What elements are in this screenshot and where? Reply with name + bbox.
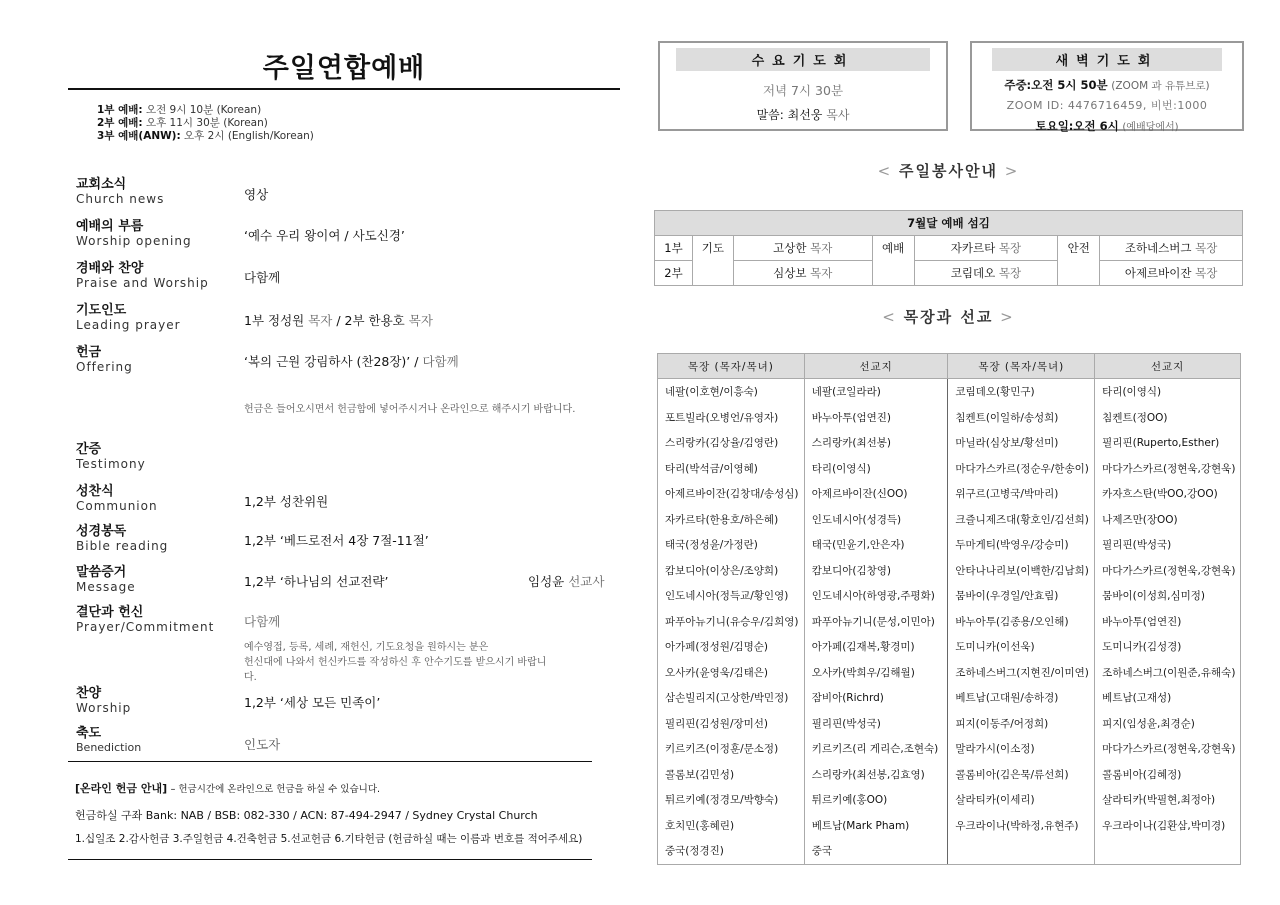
mission-cell: 피지(임성윤,최경순)	[1095, 711, 1241, 737]
mission-cell: 조하네스버그(지현진/이미연)	[948, 660, 1095, 686]
mission-cell: 파푸아뉴기니(유승우/김희영)	[658, 609, 805, 635]
mission-cell: 아가페(김재복,황경미)	[804, 634, 948, 660]
mission-cell: 잠비아(Richrd)	[804, 685, 948, 711]
mission-row	[658, 558, 1241, 584]
online-top-rule	[68, 761, 592, 762]
mission-cell: 필리핀(박성국)	[1095, 532, 1241, 558]
service-2: 2부 예배: 오후 11시 30분 (Korean)	[97, 117, 268, 129]
mission-cell: 마다가스카르(정현욱,강현욱)	[1095, 558, 1241, 584]
mission-row	[658, 507, 1241, 533]
order-dedication: 결단과 헌신 Prayer/Commitment	[76, 605, 215, 634]
mission-cell: 나제즈만(장OO)	[1095, 507, 1241, 533]
mission-row	[658, 736, 1241, 762]
mission-row	[658, 583, 1241, 609]
mission-cell	[1095, 838, 1241, 864]
mission-header: 목장 (목자/목녀)	[948, 354, 1095, 379]
dawn-zoom: ZOOM ID: 4476716459, 비번:1000	[1006, 99, 1208, 112]
wednesday-title: 수요기도회	[676, 48, 930, 71]
bank-account: 헌금하실 구좌 Bank: NAB / BSB: 082-330 / ACN: 87-494-2947 / Sydney Crystal Church	[75, 809, 538, 822]
mission-cell: 삼손빌리지(고상한/박민정)	[658, 685, 805, 711]
mission-heading: < 목장과 선교 >	[882, 308, 1015, 326]
mission-row	[658, 762, 1241, 788]
volunteer-heading: < 주일봉사안내 >	[877, 162, 1020, 180]
order-testimony: 간증 Testimony	[76, 442, 146, 471]
mission-cell: 우크라이나(김환삼,박미경)	[1095, 813, 1241, 839]
mission-cell: 마다가스카르(정현욱,강현욱)	[1095, 736, 1241, 762]
mission-row	[658, 660, 1241, 686]
mission-table	[657, 353, 1241, 865]
mission-row	[658, 405, 1241, 431]
order-benediction: 축도 Benediction	[76, 726, 142, 754]
mission-cell: 바누아투(김종용/오인해)	[948, 609, 1095, 635]
mission-row	[658, 787, 1241, 813]
order-bible: 성경봉독 Bible reading	[76, 524, 169, 553]
mission-cell: 도미니카(김성경)	[1095, 634, 1241, 660]
mission-row	[658, 813, 1241, 839]
mission-cell: 콜롬비아(김은묵/류선희)	[948, 762, 1095, 788]
mission-cell: 필리핀(박성국)	[804, 711, 948, 737]
mission-cell: 인도네시아(하영광,주평화)	[804, 583, 948, 609]
title-divider	[68, 88, 620, 90]
mission-cell: 마다가스카르(정현욱,강현욱)	[1095, 456, 1241, 482]
mission-cell: 살라티카(이세리)	[948, 787, 1095, 813]
mission-cell: 포트빌라(오병언/유영자)	[658, 405, 805, 431]
mission-cell: 바누아투(엄연진)	[1095, 609, 1241, 635]
order-communion: 성찬식 Communion	[76, 484, 158, 513]
mission-cell: 도미니카(이선욱)	[948, 634, 1095, 660]
mission-cell: 캄보디아(이상은/조양희)	[658, 558, 805, 584]
mission-cell: 아제르바이잔(김창대/송성심)	[658, 481, 805, 507]
dawn-saturday: 토요일:오전 6시 (예배당에서)	[1035, 119, 1179, 133]
mission-cell: 튀르키예(정경모/박향숙)	[658, 787, 805, 813]
mission-cell: 오사카(박희우/김해월)	[804, 660, 948, 686]
order-praise: 경배와 찬양 Praise and Worship	[76, 261, 209, 290]
order-prayer-value: 1부 정성원 목자 / 2부 한용호 목자	[244, 313, 433, 328]
mission-header: 선교지	[1095, 354, 1241, 379]
mission-cell: 키르키즈(이정훈/문소정)	[658, 736, 805, 762]
offering-note: 헌금은 들어오시면서 헌금함에 넣어주시거나 온라인으로 해주시기 바랍니다.	[244, 404, 576, 415]
offering-types: 1.십일조 2.감사헌금 3.주일헌금 4.건축헌금 5.선교헌금 6.기타헌금 (헌금하실 때는 이름과 번호를 적어주세요)	[75, 833, 583, 845]
mission-cell: 코림데오(황민구)	[948, 379, 1095, 405]
mission-cell: 중국(정경진)	[658, 838, 805, 864]
mission-row	[658, 685, 1241, 711]
mission-cell: 베트남(Mark Pham)	[804, 813, 948, 839]
mission-cell: 타리(이영식)	[1095, 379, 1241, 405]
mission-cell: 피지(이동주/어정희)	[948, 711, 1095, 737]
dawn-prayer-box	[970, 41, 1244, 131]
mission-cell: 말라가시(이소정)	[948, 736, 1095, 762]
order-worship-value: 1,2부 ‘세상 모든 민족이’	[244, 695, 381, 710]
mission-cell: 타리(이영식)	[804, 456, 948, 482]
mission-cell: 카자흐스탄(박OO,강OO)	[1095, 481, 1241, 507]
order-message-value: 1,2부 ‘하나님의 선교전략’	[244, 574, 389, 589]
mission-cell: 뭄바이(우경일/안효림)	[948, 583, 1095, 609]
mission-cell: 살라티카(박필현,최정아)	[1095, 787, 1241, 813]
order-news-value: 영상	[244, 187, 269, 202]
volunteer-table-header: 7월달 예배 섬김	[655, 211, 1243, 236]
online-bottom-rule	[68, 859, 592, 860]
mission-cell: 스리랑카(최선봉,김효영)	[804, 762, 948, 788]
service-1: 1부 예배: 오전 9시 10분 (Korean)	[97, 104, 262, 116]
dedication-note: 예수영접, 등록, 세례, 재헌신, 기도요청을 원하시는 분은 헌신대에 나와서 헌신카드를 작성하신 후 안수기도를 받으시기 바랍니 다.	[244, 642, 547, 683]
mission-row	[658, 711, 1241, 737]
order-praise-value: 다함께	[244, 270, 281, 285]
mission-cell: 태국(정성윤/가정란)	[658, 532, 805, 558]
mission-cell: 중국	[804, 838, 948, 864]
mission-cell: 베트남(고재성)	[1095, 685, 1241, 711]
mission-cell: 필리핀(김성원/장미선)	[658, 711, 805, 737]
service-times	[97, 104, 314, 143]
mission-cell	[948, 838, 1095, 864]
order-message: 말씀증거 Message	[76, 565, 136, 594]
order-bible-value: 1,2부 ‘베드로전서 4장 7절-11절’	[244, 533, 429, 548]
mission-cell: 위구르(고병국/박마리)	[948, 481, 1095, 507]
mission-row	[658, 838, 1241, 864]
mission-cell: 호치민(홍혜린)	[658, 813, 805, 839]
wednesday-speaker: 말씀: 최선웅 목사	[756, 108, 850, 122]
mission-cell: 스리랑카(김상율/김영란)	[658, 430, 805, 456]
dawn-title: 새벽기도회	[992, 48, 1222, 71]
mission-cell: 침켄트(정OO)	[1095, 405, 1241, 431]
wednesday-time: 저녁 7시 30분	[762, 83, 844, 98]
order-news: 교회소식 Church news	[76, 177, 165, 206]
volunteer-row: 2부 심상보 목자 코림데오 목장 아제르바이잔 목장	[655, 261, 1243, 286]
mission-cell: 침켄트(이일하/송성희)	[948, 405, 1095, 431]
mission-row	[658, 481, 1241, 507]
order-opening-value: ‘예수 우리 왕이여 / 사도신경’	[244, 228, 405, 243]
mission-cell: 키르키즈(리 게리슨,조현숙)	[804, 736, 948, 762]
mission-cell: 조하네스버그(이원준,유해숙)	[1095, 660, 1241, 686]
message-preacher: 임성윤 선교사	[528, 574, 605, 589]
mission-cell: 태국(민윤기,안은자)	[804, 532, 948, 558]
mission-cell: 베트남(고대원/송하경)	[948, 685, 1095, 711]
mission-cell: 안타나나리보(이백한/김남희)	[948, 558, 1095, 584]
mission-row	[658, 430, 1241, 456]
mission-cell: 파푸아뉴기니(문성,이민아)	[804, 609, 948, 635]
volunteer-table	[654, 210, 1243, 286]
mission-cell: 마다가스카르(정순우/한송이)	[948, 456, 1095, 482]
mission-cell: 네팔(이호현/이흥숙)	[658, 379, 805, 405]
dawn-weekday: 주중:오전 5시 50분 (ZOOM 과 유튜브로)	[1004, 78, 1210, 92]
mission-cell: 아가페(정성원/김명순)	[658, 634, 805, 660]
order-prayer: 기도인도 Leading prayer	[76, 303, 181, 332]
order-benediction-value: 인도자	[244, 737, 281, 752]
order-dedication-value: 다함께	[244, 614, 281, 629]
mission-cell: 뭄바이(이성희,심미정)	[1095, 583, 1241, 609]
wednesday-prayer-box	[658, 41, 948, 131]
mission-cell: 네팔(코일라라)	[804, 379, 948, 405]
volunteer-row: 1부 기도 고상한 목자 예배 자카르타 목장 안전 조하네스버그 목장	[655, 236, 1243, 261]
mission-cell: 튀르키예(홍OO)	[804, 787, 948, 813]
mission-cell: 오사카(윤영욱/김태은)	[658, 660, 805, 686]
mission-cell: 우크라이나(박하정,유현주)	[948, 813, 1095, 839]
mission-header: 선교지	[804, 354, 948, 379]
mission-row	[658, 532, 1241, 558]
order-offering: 헌금 Offering	[76, 345, 133, 374]
mission-cell: 콜롬보(김민성)	[658, 762, 805, 788]
order-worship: 찬양 Worship	[76, 686, 132, 715]
order-opening: 예배의 부름 Worship opening	[76, 219, 192, 248]
mission-cell: 아제르바이잔(신OO)	[804, 481, 948, 507]
mission-cell: 캄보디아(김창영)	[804, 558, 948, 584]
order-communion-value: 1,2부 성찬위원	[244, 494, 329, 509]
mission-cell: 스리랑카(최선봉)	[804, 430, 948, 456]
page-title: 주일연합예배	[262, 53, 426, 84]
mission-cell: 타리(박석금/이영혜)	[658, 456, 805, 482]
mission-row	[658, 634, 1241, 660]
mission-cell: 마닐라(심상보/황선미)	[948, 430, 1095, 456]
mission-cell: 두마게티(박영우/강승미)	[948, 532, 1095, 558]
order-offering-value: ‘복의 근원 강림하사 (찬28장)’ / 다함께	[244, 354, 459, 369]
mission-cell: 콜롬비아(김혜정)	[1095, 762, 1241, 788]
mission-row	[658, 609, 1241, 635]
mission-row	[658, 456, 1241, 482]
service-3: 3부 예배(ANW): 오후 2시 (English/Korean)	[97, 130, 314, 142]
mission-cell: 인도네시아(정득교/황인영)	[658, 583, 805, 609]
mission-cell: 필리핀(Ruperto,Esther)	[1095, 430, 1241, 456]
mission-cell: 인도네시아(성경득)	[804, 507, 948, 533]
mission-row	[658, 379, 1241, 405]
online-heading-line: [온라인 헌금 안내] – 헌금시간에 온라인으로 헌금을 하실 수 있습니다.	[75, 782, 381, 795]
mission-cell: 크즐니제즈대(황호인/김선희)	[948, 507, 1095, 533]
mission-header: 목장 (목자/목녀)	[658, 354, 805, 379]
mission-cell: 바누아투(엄연진)	[804, 405, 948, 431]
mission-cell: 자카르타(한용호/하은혜)	[658, 507, 805, 533]
